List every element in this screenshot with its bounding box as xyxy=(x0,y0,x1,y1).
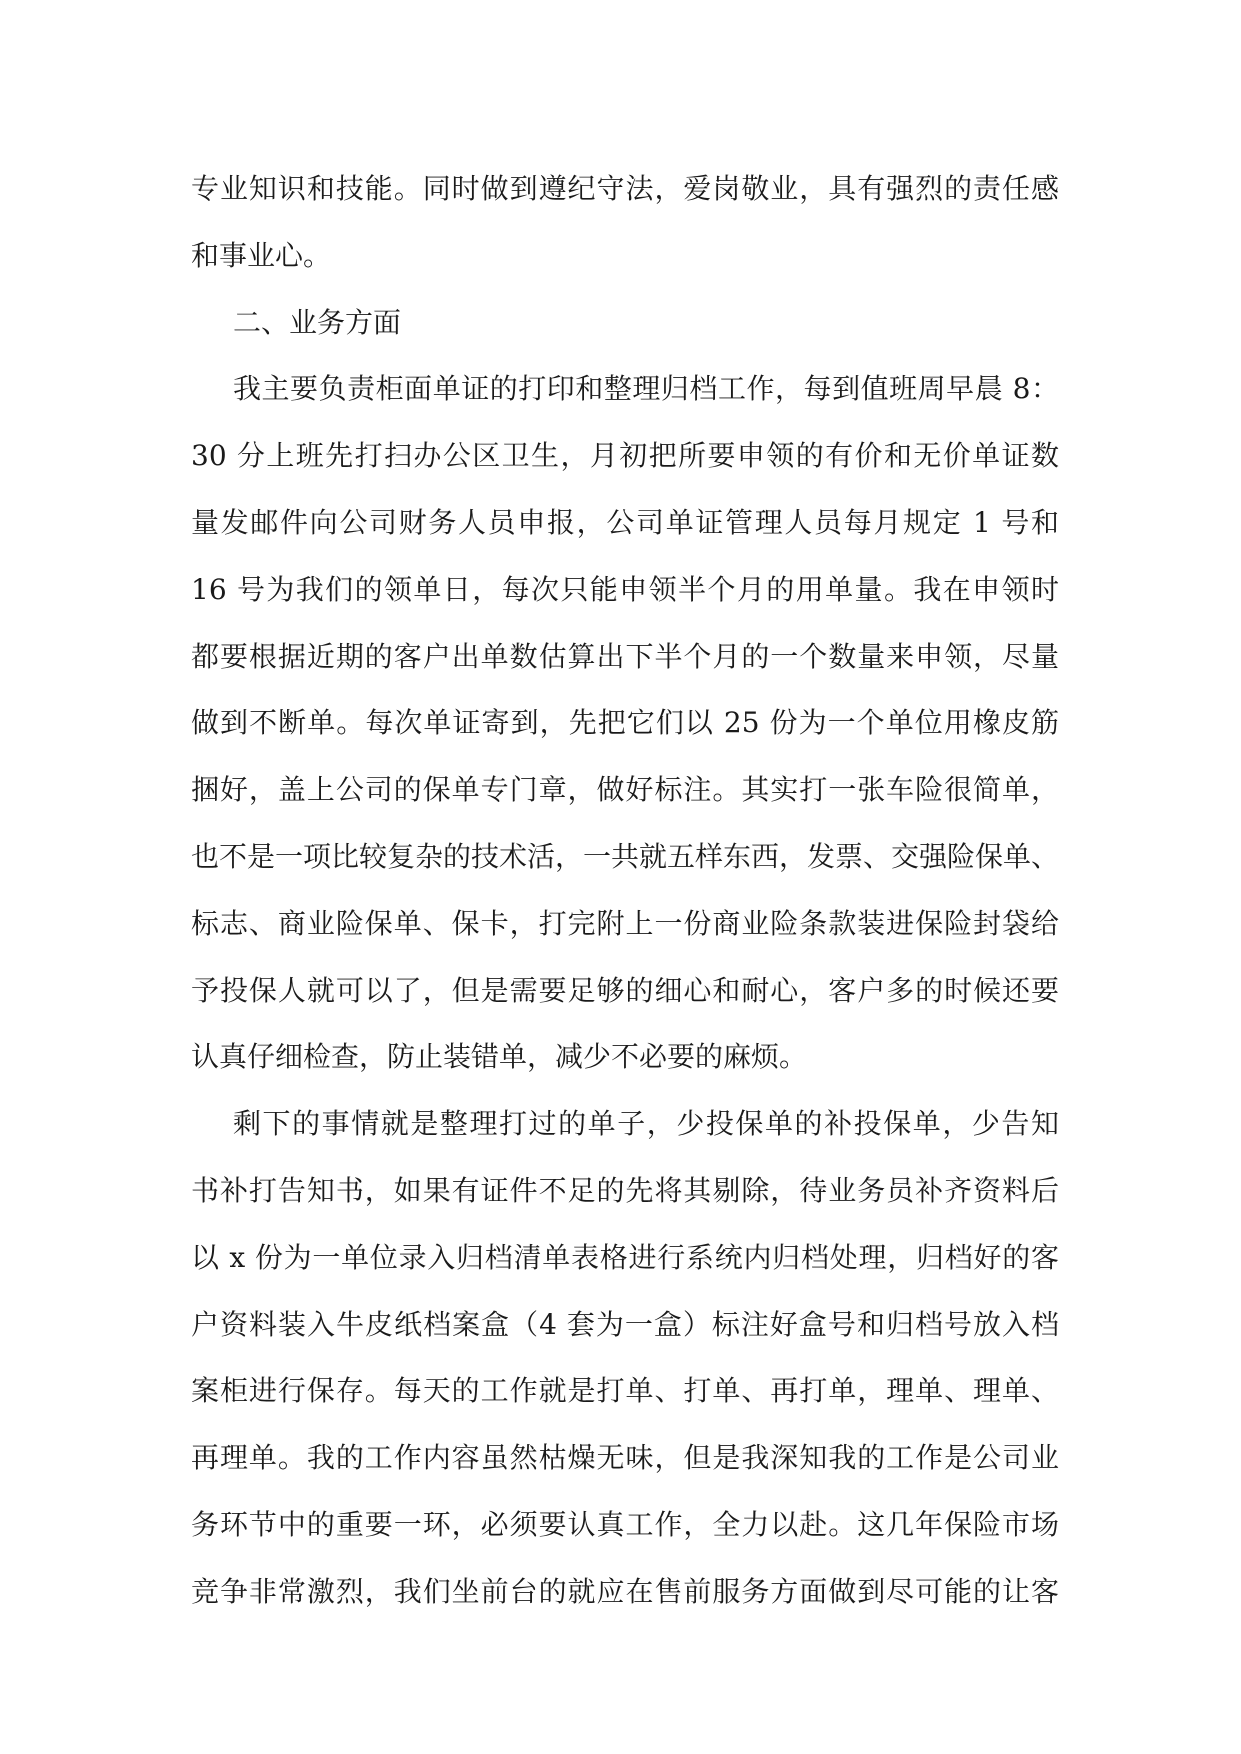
text-line: 标志、商业险保单、保卡，打完附上一份商业险条款装进保险封袋给 xyxy=(191,906,1059,940)
text-line: 案柜进行保存。每天的工作就是打单、打单、再打单，理单、理单、 xyxy=(191,1374,1059,1408)
text-line: 捆好，盖上公司的保单专门章，做好标注。其实打一张车险很简单， xyxy=(191,773,1059,807)
text-line: 和事业心。 xyxy=(191,238,332,272)
text-line: 再理单。我的工作内容虽然枯燥无味，但是我深知我的工作是公司业 xyxy=(191,1441,1059,1475)
text-line: 做到不断单。每次单证寄到，先把它们以 25 份为一个单位用橡皮筋 xyxy=(191,706,1059,740)
text-line: 量发邮件向公司财务人员申报，公司单证管理人员每月规定 1 号和 xyxy=(191,505,1059,539)
text-line: 予投保人就可以了，但是需要足够的细心和耐心，客户多的时候还要 xyxy=(191,973,1059,1007)
text-line: 务环节中的重要一环，必须要认真工作，全力以赴。这几年保险市场 xyxy=(191,1507,1059,1541)
text-line: 30 分上班先打扫办公区卫生，月初把所要申领的有价和无价单证数 xyxy=(191,439,1059,473)
text-line: 以 x 份为一单位录入归档清单表格进行系统内归档处理，归档好的客 xyxy=(191,1240,1059,1274)
text-line: 16 号为我们的领单日，每次只能申领半个月的用单量。我在申领时 xyxy=(191,572,1059,606)
text-line: 专业知识和技能。同时做到遵纪守法，爱岗敬业，具有强烈的责任感 xyxy=(191,172,1059,205)
text-line: 也不是一项比较复杂的技术活，一共就五样东西，发票、交强险保单、 xyxy=(191,839,1059,873)
paragraph-first-line: 剩下的事情就是整理打过的单子，少投保单的补投保单，少告知 xyxy=(233,1107,1059,1141)
document-body xyxy=(191,156,1059,1626)
text-line: 认真仔细检查，防止装错单，减少不必要的麻烦。 xyxy=(191,1040,808,1074)
text-line: 都要根据近期的客户出单数估算出下半个月的一个数量来申领，尽量 xyxy=(191,639,1059,673)
text-line: 竞争非常激烈，我们坐前台的就应在售前服务方面做到尽可能的让客 xyxy=(191,1574,1059,1608)
section-heading: 二、业务方面 xyxy=(233,305,402,339)
paragraph-first-line: 我主要负责柜面单证的打印和整理归档工作，每到值班周早晨 8： xyxy=(233,372,1059,406)
text-line: 户资料装入牛皮纸档案盒（4 套为一盒）标注好盒号和归档号放入档 xyxy=(191,1307,1059,1341)
text-line: 书补打告知书，如果有证件不足的先将其剔除，待业务员补齐资料后 xyxy=(191,1173,1059,1207)
